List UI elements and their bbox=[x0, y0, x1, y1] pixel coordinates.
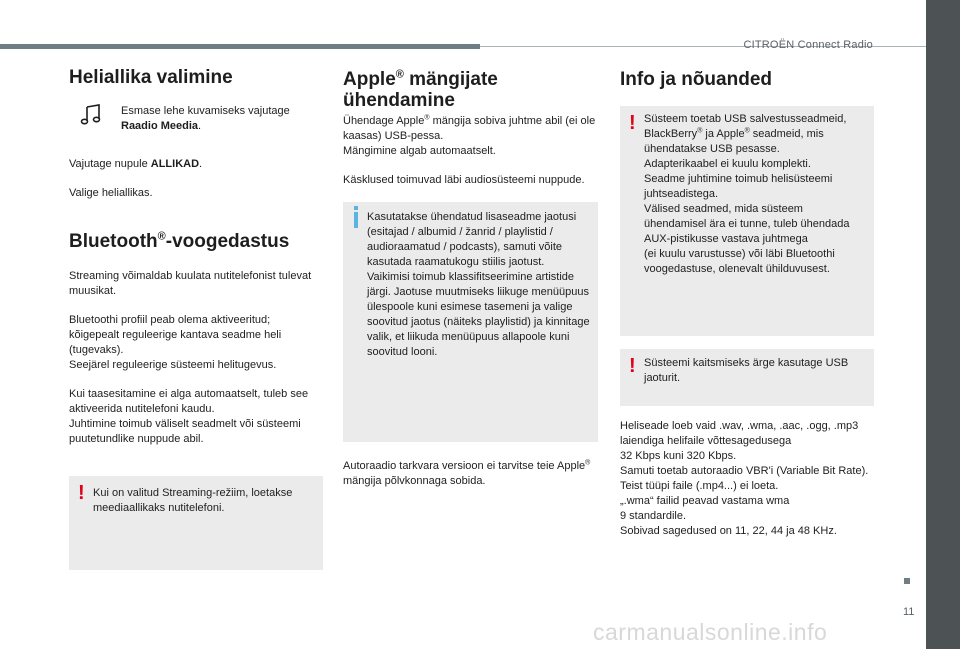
music-note-icon bbox=[79, 103, 103, 127]
heading-apple-connection: Apple® mängijate ühendamine bbox=[343, 68, 498, 111]
top-rule bbox=[0, 44, 480, 49]
paragraph-file-formats: Heliseade loeb vaid .wav, .wma, .aac, .ogg, .mp3 laiendiga helifaile võttesagedusega 32 Kbps kuni 320 Kbps. Samuti toetab autoraadio VBR'i (Variable Bit Rate). Teist tüüpi faile (.mp4...) ei loeta. „.wma“ failid peavad vastama wma 9 standardile. Sobivad sagedused on 11, 22, 44 ja 48 KHz. bbox=[620, 420, 869, 537]
info-icon-dot bbox=[354, 206, 358, 210]
warning-icon: ! bbox=[78, 482, 85, 504]
music-instruction-text: Esmase lehe kuvamiseks vajutage Raadio Meedia. bbox=[121, 105, 290, 132]
column-apple bbox=[343, 64, 598, 489]
page-number: 11 bbox=[903, 606, 915, 618]
info-text-apple: Kasutatakse ühendatud lisaseadme jaotusi (esitajad / albumid / žanrid / playlistid / audioraamatud / podcasts), samuti võite kasutada raamatukogu stiilis jaotust. Vaikimisi toimub klassifitseerimine artistide järgi. Jaotuse muutmiseks liikuge menüüpuus ülespoole kuni esimese tasemeni ja valige soovitud jaotus (näiteks playlistid) ja kinnitage valik, et liikuda menüüpuus allapoole kuni soovitud looni. bbox=[367, 211, 590, 358]
paragraph-choose-source: Valige heliallikas. bbox=[69, 187, 153, 199]
paragraph-commands: Käsklused toimuvad läbi audiosüsteemi nuppude. bbox=[343, 174, 585, 186]
warning-box-usb bbox=[620, 106, 874, 336]
side-bar bbox=[926, 0, 960, 649]
warning-icon: ! bbox=[629, 355, 636, 377]
paragraph-streaming: Streaming võimaldab kuulata nutitelefonist tulevat muusikat. bbox=[69, 270, 312, 297]
paragraph-software-version: Autoraadio tarkvara versioon ei tarvitse teie Apple® mängija põlvkonnaga sobida. bbox=[343, 459, 591, 487]
column-source-selection bbox=[69, 64, 323, 570]
info-box-apple bbox=[343, 202, 598, 442]
column-info-tips bbox=[620, 64, 874, 539]
watermark: carmanualsonline.info bbox=[593, 619, 828, 645]
info-icon bbox=[354, 212, 358, 228]
heading-info-tips: Info ja nõuanded bbox=[620, 69, 772, 90]
paragraph-press-sources: Vajutage nupule ALLIKAD. bbox=[69, 158, 203, 170]
header-title: CITROËN Connect Radio bbox=[743, 39, 873, 51]
section-marker bbox=[904, 578, 910, 584]
warning-box-streaming bbox=[69, 476, 323, 570]
paragraph-apple-connect: Ühendage Apple® mängija sobiva juhtme abil (ei ole kaasas) USB-pessa. Mängimine algab automaatselt. bbox=[343, 114, 596, 157]
warning-text-hub: Süsteemi kaitsmiseks ärge kasutage USB jaoturit. bbox=[644, 357, 849, 384]
paragraph-bluetooth-profile: Bluetoothi profiil peab olema aktiveeritud; kõigepealt reguleerige kantava seadme heli (tugevaks). Seejärel reguleerige süsteemi helitugevus. bbox=[69, 314, 282, 371]
warning-box-hub bbox=[620, 349, 874, 406]
warning-icon: ! bbox=[629, 112, 636, 134]
heading-source-selection: Heliallika valimine bbox=[69, 67, 233, 88]
heading-bluetooth-streaming: Bluetooth®-voogedastus bbox=[69, 230, 290, 252]
warning-text-streaming: Kui on valitud Streaming-režiim, loetakse meediaallikaks nutitelefoni. bbox=[93, 487, 293, 514]
music-instruction bbox=[69, 101, 323, 145]
warning-text-usb: Süsteem toetab USB salvestusseadmeid, BlackBerry® ja Apple® seadmeid, mis ühendatakse USB pesasse. Adapterikaabel ei kuulu komplekti. Seadme juhtimine toimub helisüsteemi juhtseadistega. Välised seadmed, mida süsteem ühendamisel ära ei tunne, tuleb ühendada AUX-pistikusse vastava juhtmega (ei kuulu varustusse) või läbi Bluetoothi voogedastuse, olenevalt ühilduvusest. bbox=[644, 113, 850, 275]
paragraph-playback: Kui taasesitamine ei alga automaatselt, tuleb see aktiveerida nutitelefoni kaudu. Juhtimine toimub väliselt seadmelt või süsteemi puutetundlike nuppude abil. bbox=[69, 388, 309, 445]
